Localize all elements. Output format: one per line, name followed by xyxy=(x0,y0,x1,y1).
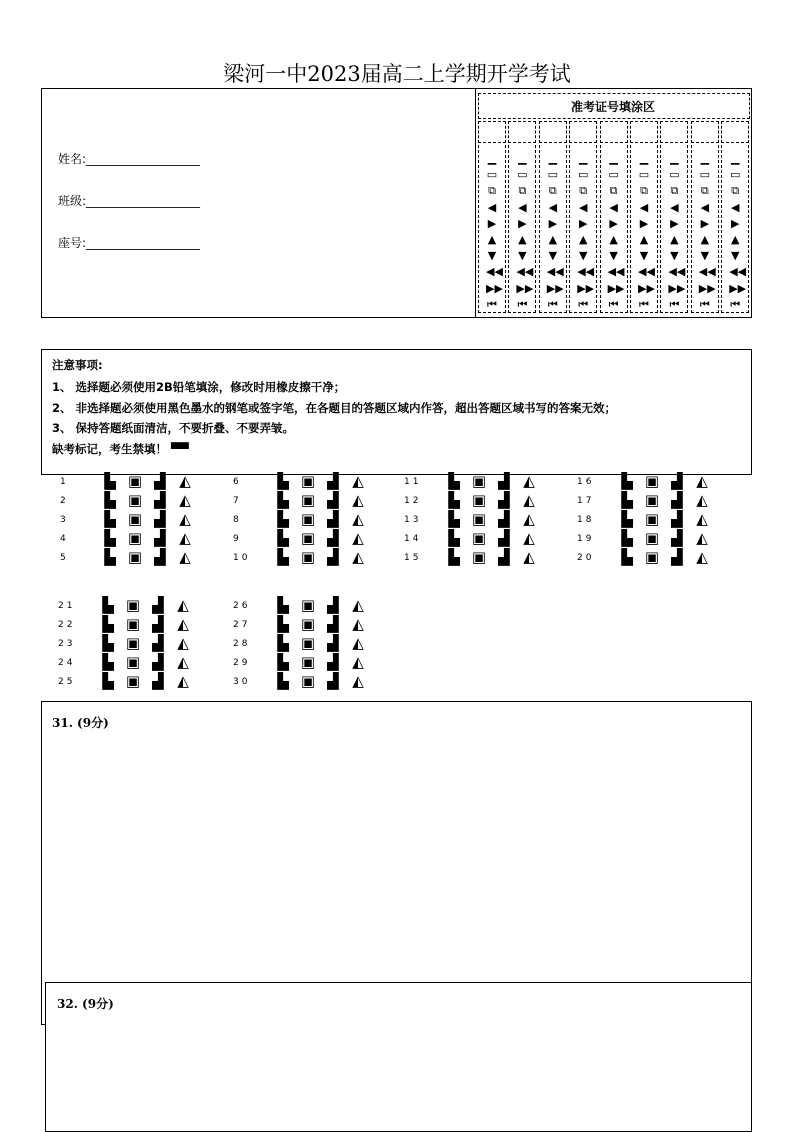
choice-bubble[interactable]: ▣ xyxy=(300,472,316,490)
admission-bubble[interactable]: ▼ xyxy=(609,249,618,263)
choice-bubble[interactable]: ◭ xyxy=(696,472,708,490)
admission-bubble[interactable]: ▲ xyxy=(700,233,710,246)
choice-bubble[interactable]: ▟ xyxy=(327,596,339,614)
admission-bubble[interactable]: ⧉ xyxy=(670,184,679,198)
choice-bubble[interactable]: ▟ xyxy=(152,615,164,633)
admission-bubble[interactable]: ▶ xyxy=(730,216,740,230)
question-number: 8 xyxy=(233,515,242,525)
choice-bubble[interactable]: ◭ xyxy=(352,472,364,490)
choice-bubble[interactable]: ◭ xyxy=(352,634,364,652)
notice-item-1: 1、 选择题必须使用2B铅笔填涂，修改时用橡皮擦干净； xyxy=(52,380,346,394)
choice-bubble[interactable]: ▙ xyxy=(104,529,116,547)
admission-bubble[interactable]: ▶▶ xyxy=(516,281,534,295)
admission-bubble[interactable]: ▼ xyxy=(730,249,740,263)
admission-digit-box[interactable] xyxy=(508,121,536,143)
choice-bubble[interactable]: ◭ xyxy=(523,491,535,509)
admission-bubble[interactable]: ⧉ xyxy=(731,184,740,198)
notice-item-3: 3、 保持答题纸面清洁，不要折叠、不要弄皱。 xyxy=(52,421,295,435)
choice-bubble[interactable]: ▙ xyxy=(104,472,116,490)
admission-bubble[interactable]: ⏮ xyxy=(669,297,680,311)
choice-bubble[interactable]: ▣ xyxy=(127,491,143,509)
admission-bubble[interactable]: ⏮ xyxy=(639,297,649,311)
admission-title: 准考证号填涂区 xyxy=(570,100,655,114)
admission-bubble[interactable]: ◀◀ xyxy=(577,265,595,279)
question-number: 9 xyxy=(233,534,242,544)
admission-bubble[interactable]: ▭ xyxy=(699,168,710,182)
choice-bubble[interactable]: ◭ xyxy=(696,548,708,566)
admission-bubble[interactable]: ◀◀ xyxy=(729,265,747,279)
choice-bubble[interactable]: ▣ xyxy=(644,510,660,528)
admission-bubble[interactable]: ◀ xyxy=(609,200,618,214)
choice-bubble[interactable]: ▟ xyxy=(498,510,510,528)
choice-bubble[interactable]: ▣ xyxy=(300,634,316,652)
choice-bubble[interactable]: ▟ xyxy=(327,672,339,690)
choice-bubble[interactable]: ◭ xyxy=(523,472,535,490)
admission-bubble[interactable]: ◀ xyxy=(548,200,558,214)
admission-bubble[interactable]: ▁ xyxy=(730,152,740,165)
choice-bubble[interactable]: ◭ xyxy=(177,653,189,671)
admission-bubble[interactable]: ⧉ xyxy=(488,184,496,198)
admission-bubble[interactable]: ◀ xyxy=(639,200,649,214)
choice-bubble[interactable]: ▟ xyxy=(154,510,166,528)
choice-bubble[interactable]: ◭ xyxy=(696,529,708,547)
question-number: 5 xyxy=(60,553,69,563)
choice-bubble[interactable]: ▟ xyxy=(152,596,164,614)
admission-bubble[interactable]: ▼ xyxy=(670,249,679,263)
choice-bubble[interactable]: ◭ xyxy=(352,615,364,633)
choice-bubble[interactable]: ▟ xyxy=(671,510,683,528)
choice-bubble[interactable]: ▟ xyxy=(152,653,164,671)
choice-bubble[interactable]: ▙ xyxy=(104,510,116,528)
choice-bubble[interactable]: ▟ xyxy=(498,491,510,509)
choice-bubble[interactable]: ▙ xyxy=(277,596,289,614)
question-number: 22 xyxy=(58,620,76,630)
choice-bubble[interactable]: ▙ xyxy=(102,653,114,671)
admission-bubble[interactable]: ◀ xyxy=(700,200,710,214)
choice-bubble[interactable]: ▣ xyxy=(644,548,660,566)
choice-bubble[interactable]: ▙ xyxy=(277,491,289,509)
choice-bubble[interactable]: ▙ xyxy=(104,548,116,566)
choice-bubble[interactable]: ▣ xyxy=(300,548,316,566)
choice-bubble[interactable]: ▙ xyxy=(102,596,114,614)
admission-bubble[interactable]: ◀ xyxy=(578,200,588,214)
choice-bubble[interactable]: ▟ xyxy=(671,548,683,566)
admission-digit-box[interactable] xyxy=(691,121,719,143)
admission-bubble[interactable]: ▭ xyxy=(486,168,498,182)
choice-bubble[interactable]: ▟ xyxy=(327,491,339,509)
choice-bubble[interactable]: ▙ xyxy=(621,548,633,566)
answer-box-31[interactable] xyxy=(41,701,752,1025)
admission-bubble[interactable]: ▁ xyxy=(518,152,527,165)
question-number: 19 xyxy=(577,534,595,544)
admission-digit-box[interactable] xyxy=(539,121,567,143)
choice-bubble[interactable]: ▙ xyxy=(621,529,633,547)
choice-bubble[interactable]: ▟ xyxy=(154,548,166,566)
choice-bubble[interactable]: ◭ xyxy=(177,672,189,690)
admission-bubble[interactable]: ⧉ xyxy=(700,184,709,198)
admission-bubble[interactable]: ▶▶ xyxy=(607,281,625,295)
question-number: 17 xyxy=(577,496,595,506)
choice-bubble[interactable]: ▟ xyxy=(671,491,683,509)
admission-bubble[interactable]: ▭ xyxy=(577,168,589,182)
admission-bubble[interactable]: ⏮ xyxy=(487,297,497,311)
admission-bubble[interactable]: ▲ xyxy=(487,233,497,246)
choice-bubble[interactable]: ▣ xyxy=(644,529,660,547)
choice-bubble[interactable]: ▣ xyxy=(471,472,487,490)
admission-bubble[interactable]: ⧉ xyxy=(518,184,527,198)
choice-bubble[interactable]: ▟ xyxy=(327,510,339,528)
admission-bubble[interactable]: ▼ xyxy=(578,249,588,263)
question-number: 3 xyxy=(60,515,69,525)
answer-box-32[interactable] xyxy=(45,982,752,1132)
admission-bubble[interactable]: ▭ xyxy=(669,168,680,182)
admission-bubble[interactable]: ▁ xyxy=(487,152,497,165)
choice-bubble[interactable]: ▙ xyxy=(277,634,289,652)
question-number: 14 xyxy=(404,534,422,544)
question-number: 25 xyxy=(58,677,76,687)
admission-bubble[interactable]: ⏮ xyxy=(608,297,619,311)
admission-bubble[interactable]: ▭ xyxy=(517,168,528,182)
admission-bubble[interactable]: ⧉ xyxy=(548,184,557,198)
admission-bubble[interactable]: ▶ xyxy=(700,216,710,230)
choice-bubble[interactable]: ▣ xyxy=(300,615,316,633)
choice-bubble[interactable]: ▟ xyxy=(671,529,683,547)
notice-item-2: 2、 非选择题必须使用黑色墨水的钢笔或签字笔，在各题目的答题区域内作答，超出答题区域书写的答案无效； xyxy=(52,401,616,415)
admission-bubble[interactable]: ▶▶ xyxy=(638,281,655,295)
choice-bubble[interactable]: ◭ xyxy=(177,615,189,633)
question-number: 23 xyxy=(58,639,76,649)
choice-bubble[interactable]: ▣ xyxy=(471,529,487,547)
admission-bubble[interactable]: ▼ xyxy=(639,249,649,263)
choice-bubble[interactable]: ▟ xyxy=(327,634,339,652)
choice-bubble[interactable]: ▙ xyxy=(104,491,116,509)
admission-bubble[interactable]: ⧉ xyxy=(609,184,618,198)
choice-bubble[interactable]: ▣ xyxy=(471,548,487,566)
choice-bubble[interactable]: ▣ xyxy=(644,491,660,509)
admission-bubble[interactable]: ◀ xyxy=(518,200,527,214)
choice-bubble[interactable]: ◭ xyxy=(352,510,364,528)
admission-bubble[interactable]: ◀◀ xyxy=(698,265,716,279)
admission-bubble[interactable]: ▼ xyxy=(487,249,497,263)
question-number: 28 xyxy=(233,639,251,649)
admission-bubble[interactable]: ▁ xyxy=(700,152,710,165)
choice-bubble[interactable]: ◭ xyxy=(179,491,191,509)
admission-bubble[interactable]: ⏮ xyxy=(699,297,710,311)
admission-bubble[interactable]: ◀◀ xyxy=(668,265,686,279)
question-number: 27 xyxy=(233,620,251,630)
admission-bubble[interactable]: ▭ xyxy=(638,168,650,182)
choice-bubble[interactable]: ▣ xyxy=(125,634,141,652)
choice-bubble[interactable]: ▙ xyxy=(448,472,460,490)
admission-bubble[interactable]: ▼ xyxy=(700,249,710,263)
choice-bubble[interactable]: ◭ xyxy=(352,596,364,614)
admission-bubble[interactable]: ▁ xyxy=(578,152,588,165)
admission-bubble[interactable]: ▶▶ xyxy=(486,281,503,295)
name-field[interactable]: 姓名:___________________ xyxy=(58,152,201,166)
question-31-label: 31. (9分) xyxy=(52,716,109,730)
choice-bubble[interactable]: ▟ xyxy=(498,472,510,490)
question-number: 10 xyxy=(233,553,251,563)
admission-bubble[interactable]: ◀◀ xyxy=(638,265,655,279)
admission-bubble[interactable]: ▶ xyxy=(548,216,558,230)
choice-bubble[interactable]: ▣ xyxy=(300,596,316,614)
question-number: 20 xyxy=(577,553,595,563)
choice-bubble[interactable]: ▣ xyxy=(300,510,316,528)
choice-bubble[interactable]: ◭ xyxy=(352,548,364,566)
choice-bubble[interactable]: ▣ xyxy=(300,672,316,690)
choice-bubble[interactable]: ▣ xyxy=(300,653,316,671)
choice-bubble[interactable]: ◭ xyxy=(523,529,535,547)
choice-bubble[interactable]: ◭ xyxy=(352,491,364,509)
question-number: 7 xyxy=(233,496,242,506)
choice-bubble[interactable]: ▟ xyxy=(327,529,339,547)
admission-bubble[interactable]: ▲ xyxy=(639,233,649,246)
choice-bubble[interactable]: ▟ xyxy=(154,529,166,547)
choice-bubble[interactable]: ◭ xyxy=(523,548,535,566)
admission-bubble[interactable]: ◀ xyxy=(670,200,679,214)
choice-bubble[interactable]: ▣ xyxy=(127,529,143,547)
admission-bubble[interactable]: ▶▶ xyxy=(668,281,686,295)
question-number: 2 xyxy=(60,496,69,506)
admission-bubble[interactable]: ◀◀ xyxy=(516,265,534,279)
page-title: 梁河一中2023届高二上学期开学考试 xyxy=(223,62,571,86)
admission-bubble[interactable]: ▭ xyxy=(729,168,741,182)
admission-bubble[interactable]: ◀ xyxy=(487,200,497,214)
choice-bubble[interactable]: ◭ xyxy=(179,510,191,528)
question-number: 13 xyxy=(404,515,422,525)
question-number: 15 xyxy=(404,553,422,563)
admission-bubble[interactable]: ▁ xyxy=(639,152,649,165)
choice-bubble[interactable]: ▣ xyxy=(300,529,316,547)
admission-bubble[interactable]: ▶ xyxy=(578,216,588,230)
admission-bubble[interactable]: ⏮ xyxy=(517,297,528,311)
admission-bubble[interactable]: ▭ xyxy=(608,168,619,182)
question-number: 4 xyxy=(60,534,69,544)
question-32-label: 32. (9分) xyxy=(57,997,114,1011)
admission-digit-box[interactable] xyxy=(600,121,628,143)
question-number: 21 xyxy=(58,601,76,611)
choice-bubble[interactable]: ▙ xyxy=(277,672,289,690)
choice-bubble[interactable]: ▟ xyxy=(327,548,339,566)
choice-bubble[interactable]: ▙ xyxy=(621,491,633,509)
question-number: 29 xyxy=(233,658,251,668)
admission-bubble[interactable]: ▁ xyxy=(670,152,679,165)
choice-bubble[interactable]: ◭ xyxy=(352,653,364,671)
question-number: 6 xyxy=(233,477,242,487)
question-number: 26 xyxy=(233,601,251,611)
admission-bubble[interactable]: ▶▶ xyxy=(698,281,716,295)
choice-bubble[interactable]: ▣ xyxy=(125,615,141,633)
choice-bubble[interactable]: ▙ xyxy=(277,529,289,547)
choice-bubble[interactable]: ◭ xyxy=(177,634,189,652)
admission-digit-box[interactable] xyxy=(569,121,597,143)
choice-bubble[interactable]: ▙ xyxy=(277,472,289,490)
admission-digit-box[interactable] xyxy=(630,121,658,143)
admission-bubble[interactable]: ⏮ xyxy=(730,297,741,311)
choice-bubble[interactable]: ▙ xyxy=(277,653,289,671)
choice-bubble[interactable]: ▙ xyxy=(621,472,633,490)
admission-digit-box[interactable] xyxy=(478,121,506,143)
choice-bubble[interactable]: ◭ xyxy=(352,529,364,547)
choice-bubble[interactable]: ▙ xyxy=(277,615,289,633)
question-number: 16 xyxy=(577,477,595,487)
admission-bubble[interactable]: ▲ xyxy=(548,233,558,246)
admission-digit-box[interactable] xyxy=(660,121,688,143)
choice-bubble[interactable]: ◭ xyxy=(696,491,708,509)
admission-bubble[interactable]: ▭ xyxy=(547,168,558,182)
choice-bubble[interactable]: ▙ xyxy=(277,510,289,528)
choice-bubble[interactable]: ◭ xyxy=(179,529,191,547)
choice-bubble[interactable]: ▟ xyxy=(327,472,339,490)
choice-bubble[interactable]: ▙ xyxy=(448,510,460,528)
choice-bubble[interactable]: ▙ xyxy=(102,615,114,633)
choice-bubble[interactable]: ▣ xyxy=(127,548,143,566)
admission-bubble[interactable]: ⏮ xyxy=(547,297,558,311)
choice-bubble[interactable]: ◭ xyxy=(523,510,535,528)
admission-digit-box[interactable] xyxy=(721,121,749,143)
choice-bubble[interactable]: ▣ xyxy=(300,491,316,509)
admission-bubble[interactable]: ▼ xyxy=(548,249,558,263)
choice-bubble[interactable]: ▣ xyxy=(471,491,487,509)
choice-bubble[interactable]: ▣ xyxy=(125,653,141,671)
class-field[interactable]: 班级:___________________ xyxy=(58,194,201,208)
seat-field[interactable]: 座号:___________________ xyxy=(58,236,201,250)
choice-bubble[interactable]: ▣ xyxy=(125,672,141,690)
question-number: 12 xyxy=(404,496,422,506)
admission-bubble[interactable]: ▼ xyxy=(518,249,527,263)
choice-bubble[interactable]: ▟ xyxy=(671,472,683,490)
admission-bubble[interactable]: ▲ xyxy=(730,233,740,246)
admission-bubble[interactable]: ◀◀ xyxy=(486,265,503,279)
choice-bubble[interactable]: ▟ xyxy=(498,529,510,547)
admission-bubble[interactable]: ▁ xyxy=(548,152,558,165)
choice-bubble[interactable]: ▣ xyxy=(125,596,141,614)
choice-bubble[interactable]: ▙ xyxy=(102,672,114,690)
admission-bubble[interactable]: ▶▶ xyxy=(729,281,747,295)
admission-bubble[interactable]: ▶▶ xyxy=(546,281,564,295)
admission-bubble[interactable]: ▁ xyxy=(609,152,618,165)
choice-bubble[interactable]: ▣ xyxy=(127,510,143,528)
choice-bubble[interactable]: ▣ xyxy=(127,472,143,490)
choice-bubble[interactable]: ◭ xyxy=(179,548,191,566)
admission-bubble[interactable]: ▶ xyxy=(639,216,649,230)
admission-bubble[interactable]: ▶ xyxy=(518,216,527,230)
info-divider xyxy=(475,88,476,318)
choice-bubble[interactable]: ▣ xyxy=(644,472,660,490)
admission-bubble[interactable]: ◀◀ xyxy=(607,265,625,279)
choice-bubble[interactable]: ▟ xyxy=(152,634,164,652)
choice-bubble[interactable]: ▟ xyxy=(154,472,166,490)
admission-bubble[interactable]: ▲ xyxy=(518,233,527,246)
question-number: 30 xyxy=(233,677,251,687)
admission-bubble[interactable]: ▲ xyxy=(578,233,588,246)
question-number: 24 xyxy=(58,658,76,668)
choice-bubble[interactable]: ▙ xyxy=(448,491,460,509)
admission-bubble[interactable]: ⧉ xyxy=(579,184,588,198)
choice-bubble[interactable]: ▟ xyxy=(154,491,166,509)
admission-bubble[interactable]: ▲ xyxy=(670,233,679,246)
admission-bubble[interactable]: ◀◀ xyxy=(546,265,564,279)
choice-bubble[interactable]: ▙ xyxy=(448,529,460,547)
question-number: 11 xyxy=(404,477,422,487)
admission-bubble[interactable]: ▲ xyxy=(609,233,618,246)
choice-bubble[interactable]: ▟ xyxy=(327,615,339,633)
choice-bubble[interactable]: ▣ xyxy=(471,510,487,528)
question-number: 18 xyxy=(577,515,595,525)
absent-mark: 缺考标记，考生禁填！ ▀▀ xyxy=(52,442,189,456)
choice-bubble[interactable]: ◭ xyxy=(177,596,189,614)
admission-bubble[interactable]: ⏮ xyxy=(578,297,589,311)
choice-bubble[interactable]: ▟ xyxy=(498,548,510,566)
admission-bubble[interactable]: ⧉ xyxy=(640,184,648,198)
choice-bubble[interactable]: ▙ xyxy=(277,548,289,566)
admission-bubble[interactable]: ▶ xyxy=(609,216,618,230)
question-number: 1 xyxy=(60,477,69,487)
admission-bubble[interactable]: ▶ xyxy=(670,216,679,230)
choice-bubble[interactable]: ▟ xyxy=(152,672,164,690)
choice-bubble[interactable]: ◭ xyxy=(179,472,191,490)
admission-bubble[interactable]: ▶▶ xyxy=(577,281,595,295)
choice-bubble[interactable]: ▙ xyxy=(102,634,114,652)
choice-bubble[interactable]: ▙ xyxy=(448,548,460,566)
choice-bubble[interactable]: ◭ xyxy=(352,672,364,690)
admission-bubble[interactable]: ◀ xyxy=(730,200,740,214)
choice-bubble[interactable]: ▙ xyxy=(621,510,633,528)
notice-heading: 注意事项: xyxy=(52,358,103,372)
admission-bubble[interactable]: ▶ xyxy=(487,216,497,230)
choice-bubble[interactable]: ▟ xyxy=(327,653,339,671)
choice-bubble[interactable]: ◭ xyxy=(696,510,708,528)
